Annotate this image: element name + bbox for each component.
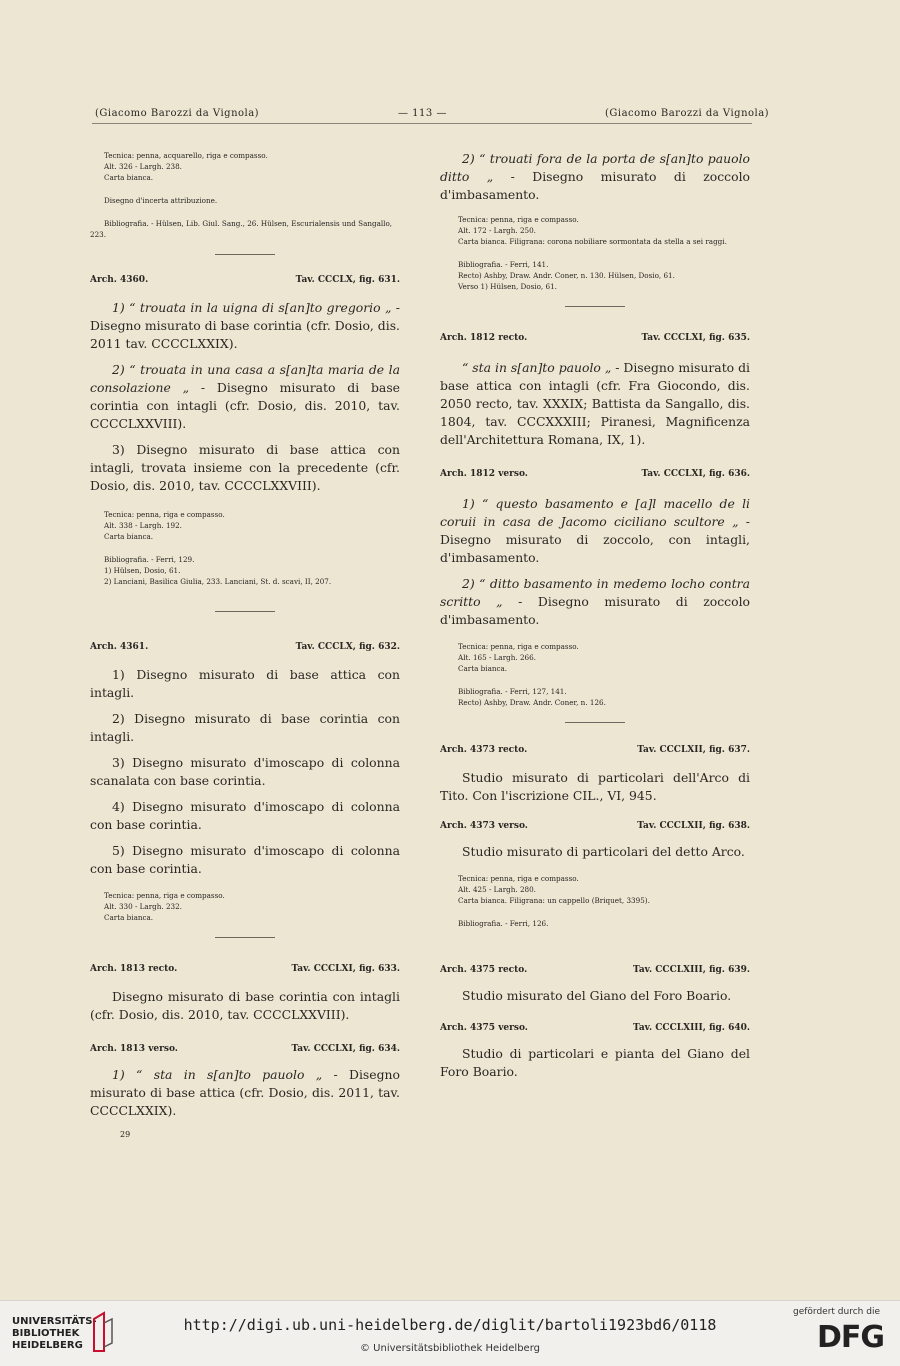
archive-number: Arch. 4373 verso. — [440, 821, 528, 831]
section-separator — [215, 937, 275, 938]
bibliography-note: Bibliografia. - Ferri, 129. — [104, 555, 195, 564]
bibliography-note: Bibliografia. - Hülsen, Lib. Giul. Sang., 26. Hülsen, Escurialensis und Sangallo, 223. — [90, 219, 393, 239]
archive-number: Arch. 4360. — [90, 275, 149, 285]
permalink-url[interactable]: http://digi.ub.uni-heidelberg.de/diglit/bartoli1923bd6/0118 — [183, 1316, 717, 1334]
catalog-entry-4373-verso — [440, 821, 750, 929]
technique-note: Tecnica: penna, riga e compasso. — [458, 874, 579, 883]
catalog-entry-1812-recto — [440, 333, 750, 449]
entry-item: 5) Disegno misurato d'imoscapo di colonna con base corintia. — [90, 843, 400, 876]
entry-item: 1) Disegno misurato di base attica con intagli. — [90, 667, 400, 700]
entry-item: 3) Disegno misurato d'imoscapo di colonna scanalata con base corintia. — [90, 755, 400, 788]
entry-heading — [440, 965, 750, 975]
entry-heading — [90, 964, 400, 974]
plate-reference: Tav. CCCLXIII, fig. 640. — [633, 1023, 750, 1033]
bibliography-note: 2) Lanciani, Basilica Giulia, 233. Lanciani, St. d. scavi, II, 207. — [104, 577, 332, 586]
catalog-entry-4361 — [90, 642, 400, 923]
entry-notes — [440, 214, 750, 292]
paper-note: Carta bianca. Filigrana: un cappello (Briquet, 3395). — [458, 896, 650, 905]
paper-note: Carta bianca. — [104, 173, 154, 182]
catalog-entry-1812-verso — [440, 469, 750, 708]
section-separator — [215, 254, 275, 255]
copyright-notice: © Universitätsbibliothek Heidelberg — [359, 1343, 540, 1354]
paper-note: Carta bianca. — [458, 664, 508, 673]
technique-note: Tecnica: penna, riga e compasso. — [458, 215, 579, 224]
running-header-left: (Giacomo Barozzi da Vignola) — [95, 108, 260, 119]
dimensions-note: Alt. 326 - Largh. 238. — [104, 162, 182, 171]
entry-heading — [90, 275, 400, 285]
plate-reference: Tav. CCCLXIII, fig. 639. — [633, 965, 750, 975]
plate-reference: Tav. CCCLXII, fig. 638. — [637, 821, 750, 831]
dimensions-note: Alt. 165 - Largh. 266. — [458, 653, 536, 662]
entry-item: 2) Disegno misurato di base corintia con intagli. — [90, 711, 400, 744]
plate-reference: Tav. CCCLX, fig. 631. — [295, 275, 400, 285]
dfg-logo: DFG — [816, 1320, 884, 1355]
entry-heading — [440, 469, 750, 479]
archive-number: Arch. 1812 recto. — [440, 333, 528, 343]
entry-item: 4) Disegno misurato d'imoscapo di colonna con base corintia. — [90, 799, 400, 832]
plate-reference: Tav. CCCLXI, fig. 634. — [291, 1044, 400, 1054]
bibliography-note: Recto) Ashby, Draw. Andr. Coner, n. 130. Hülsen, Dosio, 61. — [458, 271, 675, 280]
archive-number: Arch. 4375 recto. — [440, 965, 528, 975]
entry-item: 1) “ questo basamento e [a]l macello de li coruii in casa de Jacomo ciciliano scultore „ - Disegno misurato di zoccolo, con intagli, d'imbasamento. — [440, 496, 750, 565]
bibliography-note: 1) Hülsen, Dosio, 61. — [104, 566, 181, 575]
catalog-entry-4375-verso — [440, 1023, 750, 1081]
dimensions-note: Alt. 172 - Largh. 250. — [458, 226, 536, 235]
entry-continued — [440, 150, 750, 292]
bibliography-note: Bibliografia. - Ferri, 126. — [458, 919, 549, 928]
catalog-entry-4373-recto — [440, 745, 750, 805]
archive-number: Arch. 1813 verso. — [90, 1044, 178, 1054]
technique-note: Tecnica: penna, acquarello, riga e compasso. — [104, 151, 268, 160]
signature-mark: 29 — [120, 1130, 131, 1139]
archive-number: Arch. 1813 recto. — [90, 964, 178, 974]
header-rule — [92, 123, 752, 124]
entry-heading — [440, 821, 750, 831]
paper-note: Carta bianca. — [104, 532, 154, 541]
entry-item: 1) “ sta in s[an]to pauolo „ - Disegno misurato di base attica (cfr. Dosio, dis. 2011, tav. CCCCLXXIX). — [90, 1067, 400, 1118]
bibliography-note: Bibliografia. - Ferri, 127, 141. — [458, 687, 567, 696]
entry-heading — [90, 1044, 400, 1054]
plate-reference: Tav. CCCLX, fig. 632. — [295, 642, 400, 652]
left-column — [90, 150, 400, 1147]
university-library-logo: UNIVERSITÄTS- BIBLIOTHEK HEIDELBERG — [12, 1316, 97, 1351]
catalog-entry-4360 — [90, 275, 400, 587]
section-separator — [215, 611, 275, 612]
entry-notes — [440, 641, 750, 708]
entry-notes — [440, 873, 750, 929]
entry-item: Studio misurato di particolari del detto Arco. — [462, 844, 745, 859]
paper-note: Carta bianca. Filigrana: corona nobiliare sormontata da stella a sei raggi. — [458, 237, 727, 246]
catalog-entry-1813-verso — [90, 1044, 400, 1120]
paper-note: Carta bianca. — [104, 913, 154, 922]
archive-number: Arch. 4373 recto. — [440, 745, 528, 755]
entry-item: Disegno misurato di base corintia con intagli (cfr. Dosio, dis. 2010, tav. CCCCLXXVIII). — [90, 989, 400, 1022]
entry-item: 2) “ trouati fora de la porta de s[an]to pauolo ditto „ - Disegno misurato di zoccolo d'imbasamento. — [440, 151, 750, 202]
entry-item: “ sta in s[an]to pauolo „ - Disegno misurato di base attica con intagli (cfr. Fra Giocondo, dis. 2050 recto, tav. XXXIX; Battista da Sangallo, dis. 1804, tav. CCCXXXIII; Piranesi, Magnificenza dell'Architettura Romana, IX, 1). — [440, 360, 750, 447]
entry-item: Studio misurato di particolari dell'Arco di Tito. Con l'iscrizione CIL., VI, 945. — [440, 770, 750, 803]
plate-reference: Tav. CCCLXII, fig. 637. — [637, 745, 750, 755]
plate-reference: Tav. CCCLXI, fig. 636. — [641, 469, 750, 479]
dimensions-note: Alt. 425 - Largh. 280. — [458, 885, 536, 894]
dimensions-note: Alt. 330 - Largh. 232. — [104, 902, 182, 911]
viewer-footer — [0, 1300, 900, 1366]
bibliography-note: Bibliografia. - Ferri, 141. — [458, 260, 549, 269]
entry-continued — [90, 150, 400, 240]
dimensions-note: Alt. 338 - Largh. 192. — [104, 521, 182, 530]
entry-item: 2) “ trouata in una casa a s[an]ta maria de la consolazione „ - Disegno misurato di base corintia con intagli (cfr. Dosio, dis. 2010, tav. CCCCLXXVIII). — [90, 362, 401, 431]
archive-number: Arch. 4375 verso. — [440, 1023, 528, 1033]
entry-notes — [90, 890, 400, 923]
funding-caption: gefördert durch die — [793, 1307, 880, 1317]
entry-item: 1) “ trouata in la uigna di s[an]to gregorio „ - Disegno misurato di base corintia (cfr. Dosio, dis. 2011 tav. CCCCLXXIX). — [90, 300, 400, 351]
archive-number: Arch. 1812 verso. — [440, 469, 528, 479]
attribution-note: Disegno d'incerta attribuzione. — [104, 196, 218, 205]
archive-number: Arch. 4361. — [90, 642, 149, 652]
entry-item: 3) Disegno misurato di base attica con intagli, trovata insieme con la precedente (cfr. Dosio, dis. 2010, tav. CCCCLXXVIII). — [90, 442, 400, 493]
catalog-entry-1813-recto — [90, 964, 400, 1024]
right-column — [440, 150, 750, 1081]
entry-item: 2) “ ditto basamento in medemo locho contra scritto „ - Disegno misurato di zoccolo d'imbasamento. — [440, 576, 750, 627]
entry-item: Studio misurato del Giano del Foro Boario. — [462, 988, 732, 1003]
running-header-right: (Giacomo Barozzi da Vignola) — [605, 108, 770, 119]
entry-heading — [440, 1023, 750, 1033]
plate-reference: Tav. CCCLXI, fig. 635. — [641, 333, 750, 343]
plate-reference: Tav. CCCLXI, fig. 633. — [291, 964, 400, 974]
section-separator — [565, 722, 625, 723]
entry-heading — [440, 745, 750, 755]
entry-heading — [440, 333, 750, 343]
page-number: — 113 — — [398, 108, 447, 119]
entry-heading — [90, 642, 400, 652]
technique-note: Tecnica: penna, riga e compasso. — [104, 891, 225, 900]
section-separator — [565, 306, 625, 307]
technique-note: Tecnica: penna, riga e compasso. — [458, 642, 579, 651]
bibliography-note: Verso 1) Hülsen, Dosio, 61. — [458, 282, 557, 291]
catalog-entry-4375-recto — [440, 965, 750, 1005]
entry-notes — [90, 509, 400, 587]
technique-note: Tecnica: penna, riga e compasso. — [104, 510, 225, 519]
entry-item: Studio di particolari e pianta del Giano del Foro Boario. — [440, 1046, 750, 1079]
bibliography-note: Recto) Ashby, Draw. Andr. Coner, n. 126. — [458, 698, 606, 707]
